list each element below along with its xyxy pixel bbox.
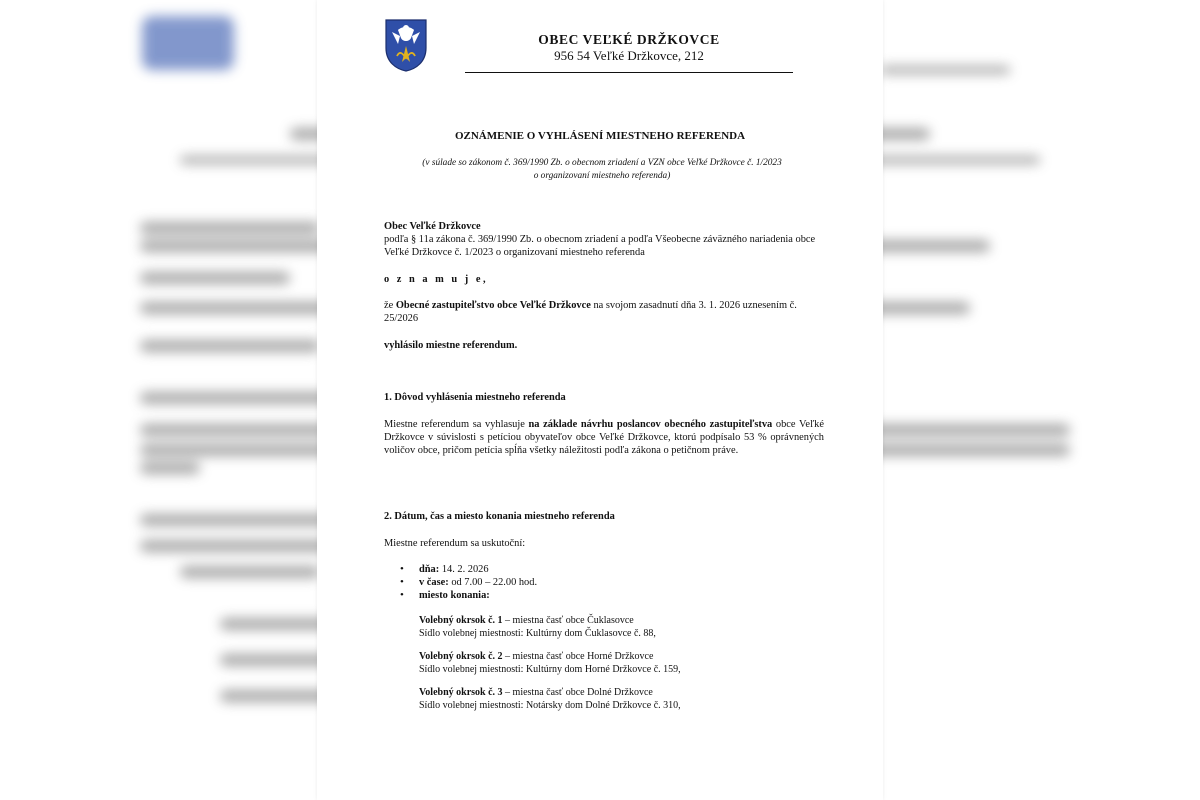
blurred-line	[180, 566, 320, 578]
section-1-suffix: obce Veľké Držkovce v súvislosti s petíciou obyvateľov obce Veľké Držkovce, ktorú podpísalo 53 % oprávnených voličov obce, pričom petícia spĺňa všetky náležitosti podľa zákona o petičnom práve.	[384, 419, 824, 456]
district-entry	[419, 615, 824, 640]
coat-of-arms-icon	[384, 18, 428, 72]
date-value: 14. 2. 2026	[439, 564, 489, 575]
subtitle-line: o organizovaní miestneho referenda)	[533, 170, 671, 181]
legal-basis: podľa § 11a zákona č. 369/1990 Zb. o obecnom zriadení a podľa Všeobecne záväzného nariadenia obce Veľké Držkovce č. 1/2023 o organizovaní miestneho referenda	[384, 234, 816, 258]
place-label: miesto konania:	[419, 590, 490, 601]
district-line	[419, 687, 824, 700]
decision-suffix: na svojom zasadnutí dňa 3. 1. 2026 uznesením č. 25/2026	[384, 300, 797, 324]
section-1-text	[384, 418, 824, 457]
district-2	[384, 651, 824, 676]
district-line	[419, 651, 824, 664]
district-area: – miestna časť obce Čuklasovce	[502, 615, 634, 626]
blurred-line	[140, 540, 340, 552]
district-seat: Sídlo volebnej miestnosti: Notársky dom Dolné Držkovce č. 310,	[419, 699, 681, 711]
list-item	[384, 563, 824, 576]
district-entry	[419, 687, 824, 712]
blurred-line	[140, 340, 320, 352]
district-line	[419, 615, 824, 628]
district-seat: Sídlo volebnej miestnosti: Kultúrny dom Horné Držkovce č. 159,	[419, 663, 681, 675]
blurred-line	[140, 272, 290, 284]
municipality-header	[465, 32, 793, 64]
document-page	[317, 0, 883, 800]
declared-block	[384, 339, 824, 352]
document-subtitle	[377, 157, 827, 182]
blurred-line	[140, 222, 320, 234]
declared-text: vyhlásilo miestne referendum.	[384, 340, 518, 351]
section-2	[384, 510, 824, 523]
list-item	[384, 589, 824, 602]
section-1	[384, 391, 824, 404]
document-title: OZNÁMENIE O VYHLÁSENÍ MIESTNEHO REFERENDA	[454, 130, 746, 142]
announces-text: o z n a m u j e,	[384, 274, 489, 285]
section-2-intro: Miestne referendum sa uskutoční:	[384, 538, 526, 549]
section-2-intro-block	[384, 537, 824, 550]
district-label: Volebný okrsok č. 2	[419, 651, 503, 662]
header-divider	[465, 72, 793, 73]
blurred-line	[880, 66, 1010, 74]
issuer-name: Obec Veľké Držkovce	[384, 221, 481, 232]
district-1	[384, 615, 824, 640]
decision-block	[384, 299, 824, 325]
blurred-crest	[142, 16, 234, 70]
list-item	[384, 576, 824, 589]
decision-text	[384, 299, 824, 325]
decision-prefix: že	[384, 300, 396, 311]
details-list	[384, 563, 824, 602]
district-label: Volebný okrsok č. 3	[419, 687, 503, 698]
issuer-block	[384, 220, 824, 259]
blurred-line	[140, 462, 200, 474]
time-value: od 7.00 – 22.00 hod.	[448, 577, 538, 588]
decision-body: Obecné zastupiteľstvo obce Veľké Držkovce	[395, 300, 591, 311]
district-area: – miestna časť obce Dolné Držkovce	[502, 687, 653, 698]
section-2-heading: 2. Dátum, čas a miesto konania miestneho referenda	[384, 511, 615, 522]
district-entry	[419, 651, 824, 676]
section-1-body	[384, 418, 824, 457]
municipality-address: 956 54 Veľké Držkovce, 212	[554, 48, 704, 63]
section-1-bold: na základe návrhu poslancov obecného zastupiteľstva	[528, 419, 773, 430]
district-3	[384, 687, 824, 712]
municipality-name: OBEC VEĽKÉ DRŽKOVCE	[538, 32, 720, 47]
district-seat: Sídlo volebnej miestnosti: Kultúrny dom Čuklasovce č. 88,	[419, 627, 656, 639]
section-1-prefix: Miestne referendum sa vyhlasuje	[384, 419, 529, 430]
district-area: – miestna časť obce Horné Držkovce	[502, 651, 654, 662]
subtitle-line: (v súlade so zákonom č. 369/1990 Zb. o obecnom zriadení a VZN obce Veľké Držkovce č. 1/2023	[422, 158, 782, 168]
referendum-details	[384, 563, 824, 602]
announces-block	[384, 273, 824, 286]
date-label: dňa:	[419, 564, 440, 575]
district-label: Volebný okrsok č. 1	[419, 615, 503, 626]
section-1-heading: 1. Dôvod vyhlásenia miestneho referenda	[384, 392, 566, 403]
time-label: v čase:	[419, 577, 449, 588]
